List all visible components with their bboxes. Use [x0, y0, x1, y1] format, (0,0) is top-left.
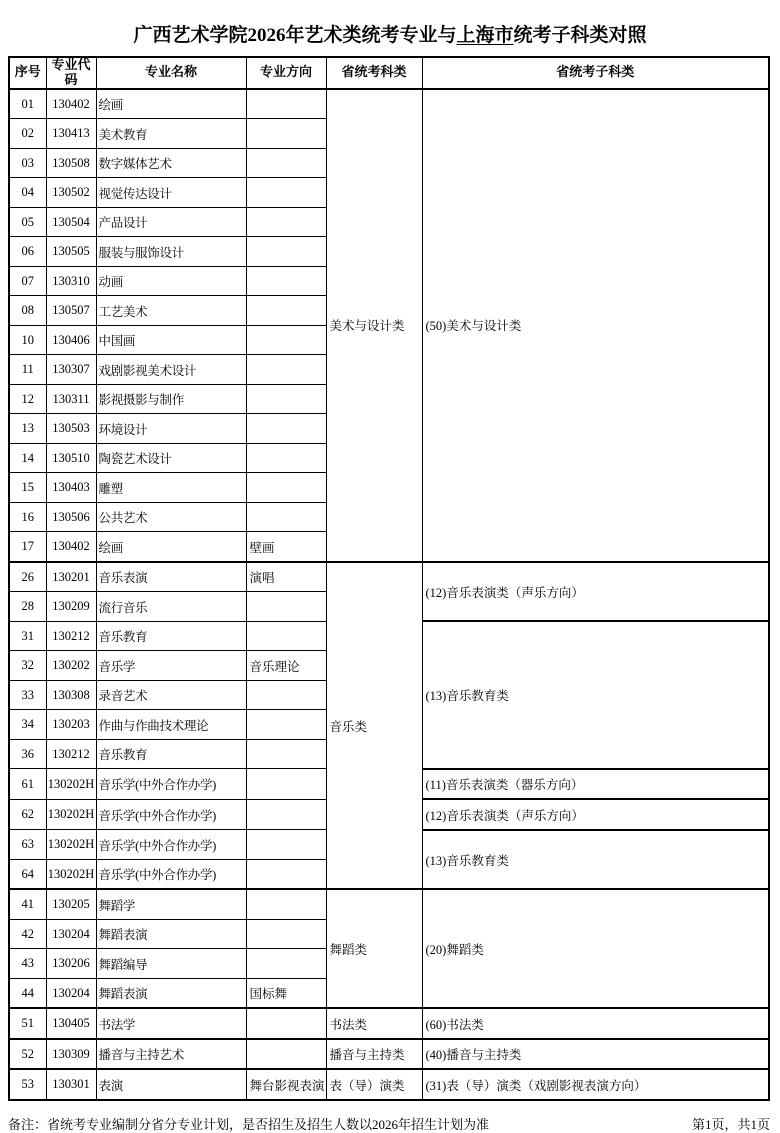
cell-subcategory: (31)表（导）演类（戏剧影视表演方向）: [422, 1069, 769, 1100]
cell-no: 08: [9, 296, 46, 326]
cell-name: 影视摄影与制作: [96, 384, 246, 414]
cell-code: 130202H: [46, 769, 96, 800]
cell-code: 130405: [46, 1008, 96, 1039]
cell-name: 音乐学(中外合作办学): [96, 769, 246, 800]
cell-no: 28: [9, 592, 46, 622]
cell-name: 产品设计: [96, 207, 246, 237]
cell-name: 书法学: [96, 1008, 246, 1039]
cell-subcategory: (12)音乐表演类（声乐方向）: [422, 799, 769, 830]
cell-code: 130504: [46, 207, 96, 237]
cell-direction: [246, 739, 326, 769]
cell-code: 130202H: [46, 799, 96, 830]
cell-code: 130503: [46, 414, 96, 444]
cell-subcategory: (11)音乐表演类（器乐方向）: [422, 769, 769, 800]
cell-direction: [246, 680, 326, 710]
cell-code: 130308: [46, 680, 96, 710]
cell-no: 33: [9, 680, 46, 710]
cell-code: 130204: [46, 919, 96, 949]
cell-no: 51: [9, 1008, 46, 1039]
cell-direction: [246, 266, 326, 296]
cell-name: 环境设计: [96, 414, 246, 444]
cell-direction: [246, 414, 326, 444]
cell-subcategory: (13)音乐教育类: [422, 621, 769, 769]
cell-code: 130202H: [46, 830, 96, 860]
cell-no: 05: [9, 207, 46, 237]
cell-name: 绘画: [96, 89, 246, 119]
cell-direction: [246, 473, 326, 503]
cell-no: 61: [9, 769, 46, 800]
cell-no: 15: [9, 473, 46, 503]
cell-code: 130505: [46, 237, 96, 267]
page-footer: [8, 1114, 770, 1133]
cell-direction: [246, 592, 326, 622]
footer-note: 备注：省统考专业编制分省分专业计划，是否招生及招生人数以2026年招生计划为准: [8, 1116, 490, 1132]
page-title: [0, 20, 780, 47]
header-code: 专业代码: [46, 57, 96, 89]
page-title-suffix: 统考子科类对照: [513, 25, 647, 46]
cell-name: 美术教育: [96, 119, 246, 149]
cell-direction: [246, 207, 326, 237]
table-header: [9, 57, 769, 89]
cell-code: 130212: [46, 621, 96, 651]
cell-direction: [246, 769, 326, 800]
cell-no: 42: [9, 919, 46, 949]
table-row: [9, 562, 769, 592]
cell-name: 播音与主持艺术: [96, 1039, 246, 1070]
cell-code: 130413: [46, 119, 96, 149]
cell-name: 音乐教育: [96, 621, 246, 651]
cell-name: 音乐学: [96, 651, 246, 681]
cell-direction: [246, 889, 326, 919]
cell-no: 64: [9, 859, 46, 889]
cell-name: 数字媒体艺术: [96, 148, 246, 178]
cell-name: 录音艺术: [96, 680, 246, 710]
cell-category: 音乐类: [326, 562, 422, 890]
cell-subcategory: (60)书法类: [422, 1008, 769, 1039]
cell-category: 书法类: [326, 1008, 422, 1039]
cell-name: 音乐学(中外合作办学): [96, 830, 246, 860]
cell-no: 53: [9, 1069, 46, 1100]
cell-name: 流行音乐: [96, 592, 246, 622]
cell-name: 音乐学(中外合作办学): [96, 799, 246, 830]
cell-direction: [246, 830, 326, 860]
cell-name: 公共艺术: [96, 502, 246, 532]
cell-no: 31: [9, 621, 46, 651]
cell-direction: [246, 384, 326, 414]
cell-no: 12: [9, 384, 46, 414]
cell-code: 130507: [46, 296, 96, 326]
cell-no: 14: [9, 443, 46, 473]
cell-subcategory: (12)音乐表演类（声乐方向）: [422, 562, 769, 622]
cell-name: 音乐教育: [96, 739, 246, 769]
cell-code: 130301: [46, 1069, 96, 1100]
cell-direction: [246, 710, 326, 740]
cell-code: 130510: [46, 443, 96, 473]
cell-direction: 音乐理论: [246, 651, 326, 681]
cell-direction: [246, 621, 326, 651]
cell-no: 63: [9, 830, 46, 860]
cell-no: 10: [9, 325, 46, 355]
cell-code: 130402: [46, 89, 96, 119]
comparison-table: [8, 56, 770, 1101]
cell-name: 音乐学(中外合作办学): [96, 859, 246, 889]
cell-direction: [246, 148, 326, 178]
cell-code: 130309: [46, 1039, 96, 1070]
cell-code: 130201: [46, 562, 96, 592]
cell-name: 绘画: [96, 532, 246, 562]
cell-direction: 舞台影视表演: [246, 1069, 326, 1100]
cell-subcategory: (13)音乐教育类: [422, 830, 769, 890]
cell-category: 美术与设计类: [326, 89, 422, 562]
cell-direction: [246, 178, 326, 208]
cell-name: 舞蹈表演: [96, 919, 246, 949]
cell-category: 表（导）演类: [326, 1069, 422, 1100]
cell-code: 130402: [46, 532, 96, 562]
cell-no: 34: [9, 710, 46, 740]
cell-no: 62: [9, 799, 46, 830]
cell-no: 17: [9, 532, 46, 562]
header-name: 专业名称: [96, 57, 246, 89]
cell-name: 动画: [96, 266, 246, 296]
header-row: [9, 57, 769, 89]
cell-code: 130403: [46, 473, 96, 503]
cell-no: 03: [9, 148, 46, 178]
cell-code: 130506: [46, 502, 96, 532]
page-title-prefix: 广西艺术学院2026年艺术类统考专业与: [133, 25, 457, 46]
cell-name: 服装与服饰设计: [96, 237, 246, 267]
cell-direction: [246, 296, 326, 326]
cell-name: 戏剧影视美术设计: [96, 355, 246, 385]
cell-direction: [246, 919, 326, 949]
table-row: [9, 889, 769, 919]
cell-no: 04: [9, 178, 46, 208]
cell-direction: [246, 949, 326, 979]
cell-no: 52: [9, 1039, 46, 1070]
table-row: [9, 1039, 769, 1070]
table-body: [9, 89, 769, 1100]
cell-code: 130202H: [46, 859, 96, 889]
cell-no: 32: [9, 651, 46, 681]
cell-direction: [246, 502, 326, 532]
cell-direction: 国标舞: [246, 978, 326, 1008]
cell-code: 130209: [46, 592, 96, 622]
cell-direction: [246, 443, 326, 473]
cell-code: 130311: [46, 384, 96, 414]
header-no: 序号: [9, 57, 46, 89]
cell-no: 43: [9, 949, 46, 979]
cell-direction: [246, 355, 326, 385]
cell-subcategory: (50)美术与设计类: [422, 89, 769, 562]
cell-code: 130406: [46, 325, 96, 355]
cell-category: 舞蹈类: [326, 889, 422, 1008]
cell-direction: [246, 1039, 326, 1070]
cell-no: 16: [9, 502, 46, 532]
cell-direction: 壁画: [246, 532, 326, 562]
cell-no: 02: [9, 119, 46, 149]
cell-direction: [246, 237, 326, 267]
table-row: [9, 1069, 769, 1100]
cell-code: 130203: [46, 710, 96, 740]
cell-name: 舞蹈学: [96, 889, 246, 919]
cell-name: 表演: [96, 1069, 246, 1100]
cell-name: 雕塑: [96, 473, 246, 503]
cell-no: 26: [9, 562, 46, 592]
header-subcategory: 省统考子科类: [422, 57, 769, 89]
cell-code: 130212: [46, 739, 96, 769]
cell-no: 36: [9, 739, 46, 769]
cell-no: 41: [9, 889, 46, 919]
cell-name: 舞蹈表演: [96, 978, 246, 1008]
cell-direction: [246, 859, 326, 889]
cell-direction: 演唱: [246, 562, 326, 592]
cell-no: 13: [9, 414, 46, 444]
cell-name: 工艺美术: [96, 296, 246, 326]
cell-direction: [246, 119, 326, 149]
cell-code: 130204: [46, 978, 96, 1008]
cell-name: 作曲与作曲技术理论: [96, 710, 246, 740]
cell-no: 07: [9, 266, 46, 296]
cell-name: 陶瓷艺术设计: [96, 443, 246, 473]
cell-direction: [246, 799, 326, 830]
cell-code: 130310: [46, 266, 96, 296]
cell-name: 中国画: [96, 325, 246, 355]
cell-subcategory: (40)播音与主持类: [422, 1039, 769, 1070]
cell-no: 11: [9, 355, 46, 385]
cell-code: 130206: [46, 949, 96, 979]
page-indicator: 第1页，共1页: [691, 1116, 770, 1132]
cell-name: 音乐表演: [96, 562, 246, 592]
cell-name: 视觉传达设计: [96, 178, 246, 208]
header-category: 省统考科类: [326, 57, 422, 89]
cell-direction: [246, 1008, 326, 1039]
table-row: [9, 1008, 769, 1039]
cell-direction: [246, 325, 326, 355]
header-direction: 专业方向: [246, 57, 326, 89]
cell-no: 44: [9, 978, 46, 1008]
cell-code: 130502: [46, 178, 96, 208]
cell-name: 舞蹈编导: [96, 949, 246, 979]
cell-code: 130307: [46, 355, 96, 385]
page-title-underlined-city: 上海市: [456, 25, 514, 46]
cell-category: 播音与主持类: [326, 1039, 422, 1070]
cell-code: 130205: [46, 889, 96, 919]
cell-code: 130508: [46, 148, 96, 178]
cell-direction: [246, 89, 326, 119]
cell-code: 130202: [46, 651, 96, 681]
cell-no: 01: [9, 89, 46, 119]
table-row: [9, 89, 769, 119]
cell-no: 06: [9, 237, 46, 267]
cell-subcategory: (20)舞蹈类: [422, 889, 769, 1008]
